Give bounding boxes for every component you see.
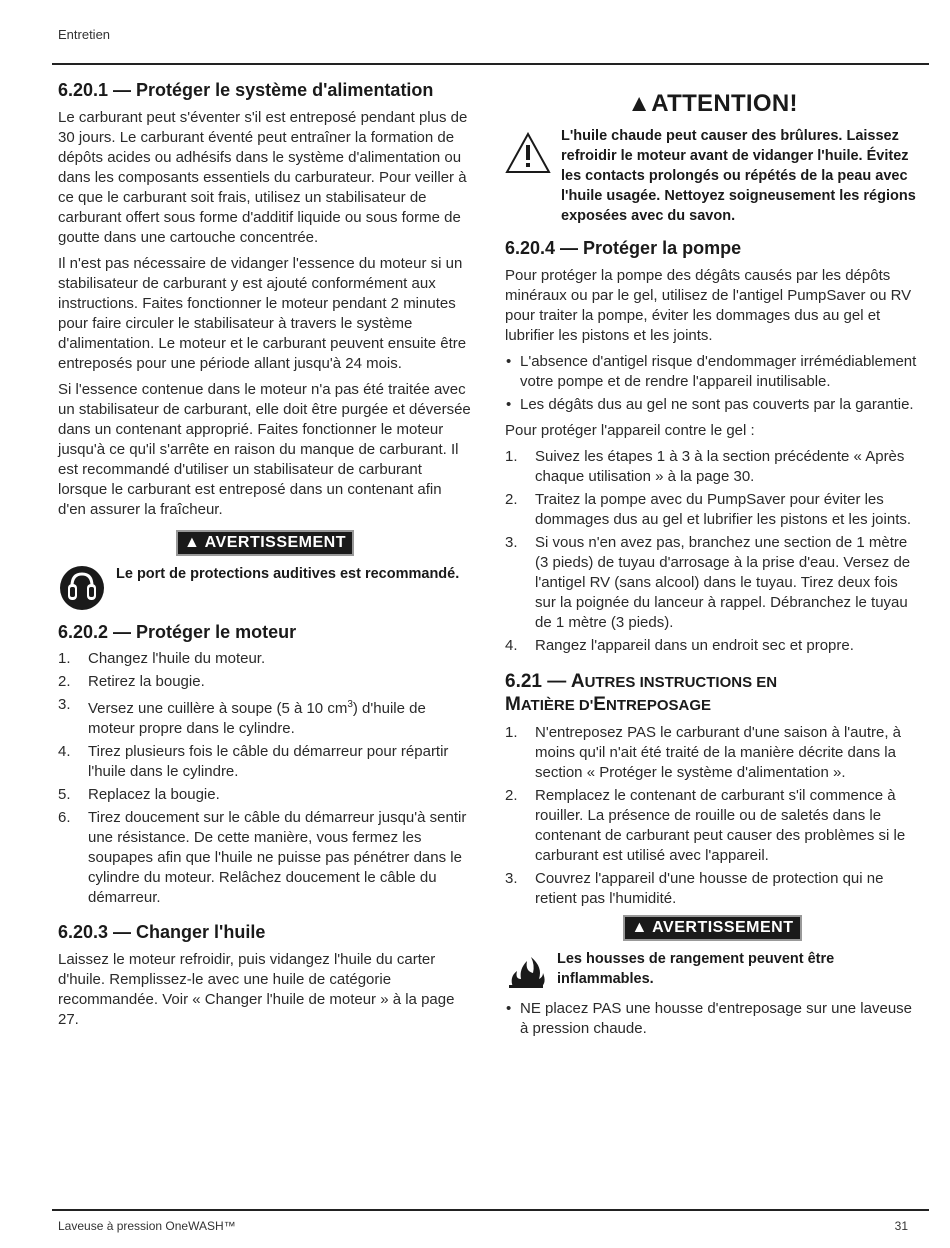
step-number: 1. xyxy=(505,724,518,742)
section-6-21-title xyxy=(505,670,920,718)
list-item xyxy=(505,395,920,415)
footer-product: Laveuse à pression OneWASH™ xyxy=(58,1219,236,1233)
step-text: Tirez doucement sur le câble du démarreur jusqu'à sentir une résistance. De cette manière, vous fermez les soupapes afin que l'huile ne puisse pas pénétrer dans le cylindre du moteur. Relâchez doucement le câble du démarreur. xyxy=(88,809,467,907)
fire-hazard-icon xyxy=(505,949,547,989)
step-text: Versez une cuillère à soupe (5 à 10 cm xyxy=(88,700,348,718)
page-number: 31 xyxy=(894,1219,908,1233)
section-6-20-2-title: 6.20.2 — Protéger le moteur xyxy=(58,621,297,642)
step-number: 4. xyxy=(505,636,518,654)
step-number: 5. xyxy=(58,786,71,804)
title-part: UTRES INSTRUCTIONS EN xyxy=(584,673,778,691)
paragraph: Le carburant peut s'éventer s'il est entreposé pendant plus de 30 jours. Le carburant éventé peut entraîner la formation de dépôts acides ou adhésifs dans le système d'alimentation ou dans les composants essentiels du carburateur. Pour veiller à ce que le carburant soit frais, utilisez un stabilisateur de carburant offert sous forme d'additif liquide ou sous forme de goutte dans une cartouche concentrée. xyxy=(58,108,468,246)
bullet-mark: • xyxy=(506,1000,512,1018)
warning-banner-label: AVERTISSEMENT xyxy=(652,919,794,937)
step-text: ) d'huile de moteur propre dans le cylindre. xyxy=(88,700,426,738)
list-item xyxy=(58,695,472,739)
step-number: 2. xyxy=(505,490,518,508)
step-number: 4. xyxy=(58,743,71,761)
bullet-text: L'absence d'antigel risque d'endommager irrémédiablement votre pompe et de rendre l'appareil inutilisable. xyxy=(520,352,917,390)
bullet-text: NE placez PAS une housse d'entreposage sur une laveuse à pression chaude. xyxy=(520,1000,913,1038)
right-column xyxy=(505,86,920,1045)
bottom-divider xyxy=(52,1209,929,1211)
paragraph: Si l'essence contenue dans le moteur n'a pas été traitée avec un stabilisateur de carburant, elle doit être purgée et déversée dans un contenant approprié. Faites fonctionner le moteur jusqu'à ce qu'il s'arrête en raison du manque de carburant. Il est recommandé d'utiliser un stabilisateur de carburant lorsque le carburant est entreposé dans un contenant afin d'en assurer la fraîcheur. xyxy=(58,380,471,518)
bullet-mark: • xyxy=(506,395,512,413)
step-text: Changez l'huile du moteur. xyxy=(88,650,266,668)
storage-bullets xyxy=(505,999,920,1039)
list-item xyxy=(58,742,472,782)
pump-steps-list xyxy=(505,447,920,656)
step-text: Remplacez le contenant de carburant s'il commence à rouiller. La présence de rouille ou de saletés dans le contenant de carburant peut causer des problèmes si le carburant est utilisé avec l'appareil. xyxy=(535,787,906,865)
attention-heading: ▲ATTENTION! xyxy=(627,90,798,117)
step-number: 3. xyxy=(505,533,518,551)
list-item xyxy=(505,636,920,656)
pump-bullets xyxy=(505,352,920,415)
step-number: 2. xyxy=(505,787,518,805)
title-part: M xyxy=(505,694,521,716)
step-text: Retirez la bougie. xyxy=(88,673,205,691)
step-text: Traitez la pompe avec du PumpSaver pour éviter les dommages dus au gel et lubrifier les pistons et les joints. xyxy=(535,490,912,528)
list-item xyxy=(58,672,472,692)
list-item xyxy=(505,723,920,783)
section-6-20-4-title: 6.20.4 — Protéger la pompe xyxy=(505,238,742,258)
step-number: 1. xyxy=(58,650,71,668)
list-item xyxy=(505,490,920,530)
title-part: E xyxy=(593,694,606,716)
title-part: NTREPOSAGE xyxy=(605,697,711,715)
bullet-text: Les dégâts dus au gel ne sont pas couverts par la garantie. xyxy=(520,395,914,413)
list-item xyxy=(58,649,472,669)
step-text: Couvrez l'appareil d'une housse de protection qui ne retient pas l'humidité. xyxy=(535,870,884,908)
attention-text: L'huile chaude peut causer des brûlures. Laissez refroidir le moteur avant de vidanger l'huile. Évitez les contacts prolongés ou répétés de la peau avec l'huile usagée. Nettoyez soigneusement les régions exposées avec du savon. xyxy=(561,128,916,224)
superscript: 3 xyxy=(347,699,353,711)
step-number: 2. xyxy=(58,673,71,691)
warning-text: Le port de protections auditives est recommandé. xyxy=(116,565,460,582)
storage-steps-list xyxy=(505,723,920,909)
top-divider xyxy=(52,63,929,65)
step-text: Si vous n'en avez pas, branchez une section de 1 mètre (3 pieds) de tuyau d'arrosage à la prise d'eau. Versez de l'antigel RV (sans alcool) dans le tuyau. Tirez deux fois sur la poignée du lanceur à rappel. Débranchez le tuyau de 1 mètre (3 pieds). xyxy=(535,533,911,631)
warning-banner-label: AVERTISSEMENT xyxy=(204,533,346,551)
section-6-20-1-title: 6.20.1 — Protéger le système d'alimentation xyxy=(58,80,434,100)
list-item xyxy=(505,869,920,909)
warning-text: Les housses de rangement peuvent être inflammables. xyxy=(557,951,835,988)
warning-banner: ▲ AVERTISSEMENT xyxy=(623,915,801,941)
step-text: Replacez la bougie. xyxy=(88,786,220,804)
list-item xyxy=(58,785,472,805)
step-text: Suivez les étapes 1 à 3 à la section précédente « Après chaque utilisation » à la page 30. xyxy=(535,447,905,485)
left-column xyxy=(58,80,472,1036)
warning-banner: ▲ AVERTISSEMENT xyxy=(176,530,354,556)
caution-triangle-icon xyxy=(505,132,551,174)
paragraph: Pour protéger la pompe des dégâts causés par les dépôts minéraux ou par le gel, utilisez de l'antigel PumpSaver ou RV pour traiter la pompe, éviter les dommages dus au gel et lubrifier les pistons et les joints. xyxy=(505,266,912,344)
list-item xyxy=(505,447,920,487)
section-6-20-3-title: 6.20.3 — Changer l'huile xyxy=(58,922,266,943)
warning-banner-wrap xyxy=(505,915,920,941)
title-part: 6.21 — A xyxy=(505,670,585,692)
list-item xyxy=(505,533,920,633)
step-number: 6. xyxy=(58,809,71,827)
paragraph: Il n'est pas nécessaire de vidanger l'essence du moteur si un stabilisateur de carburant y est ajouté conformément aux instructions. Faites fonctionner le moteur pendant 2 minutes pour faire circuler le stabilisateur à travers le système d'alimentation. Le moteur et le carburant peuvent ensuite être entreposés pour une période allant jusqu'à 24 mois. xyxy=(58,254,467,372)
step-number: 1. xyxy=(505,447,518,465)
attention-label: ATTENTION! xyxy=(651,90,798,117)
warning-banner-wrap xyxy=(58,530,472,556)
title-part: ATIÈRE D' xyxy=(520,697,594,715)
list-item xyxy=(58,808,472,908)
paragraph: Pour protéger l'appareil contre le gel : xyxy=(505,421,755,439)
step-text: N'entreposez PAS le carburant d'une saison à l'autre, à moins qu'il n'ait été traité de la manière décrite dans la section « Protéger le système d'alimentation ». xyxy=(535,724,902,782)
engine-steps-list xyxy=(58,649,472,908)
list-item xyxy=(505,352,920,392)
step-text: Tirez plusieurs fois le câble du démarreur pour répartir l'huile dans le cylindre. xyxy=(88,743,449,781)
list-item xyxy=(505,999,920,1039)
warning-flammable xyxy=(505,949,920,989)
step-number: 3. xyxy=(58,696,71,714)
bullet-mark: • xyxy=(506,352,512,370)
attention-hot-oil xyxy=(505,126,920,226)
step-number: 3. xyxy=(505,870,518,888)
list-item xyxy=(505,786,920,866)
paragraph: Laissez le moteur refroidir, puis vidangez l'huile du carter d'huile. Remplissez-le avec une huile de catégorie recommandée. Voir « Changer l'huile de moteur » à la page 27. xyxy=(58,950,455,1028)
running-header: Entretien xyxy=(58,27,111,42)
step-text: Rangez l'appareil dans un endroit sec et propre. xyxy=(535,636,854,654)
warning-hearing xyxy=(58,564,472,612)
hearing-protection-icon xyxy=(58,564,106,612)
